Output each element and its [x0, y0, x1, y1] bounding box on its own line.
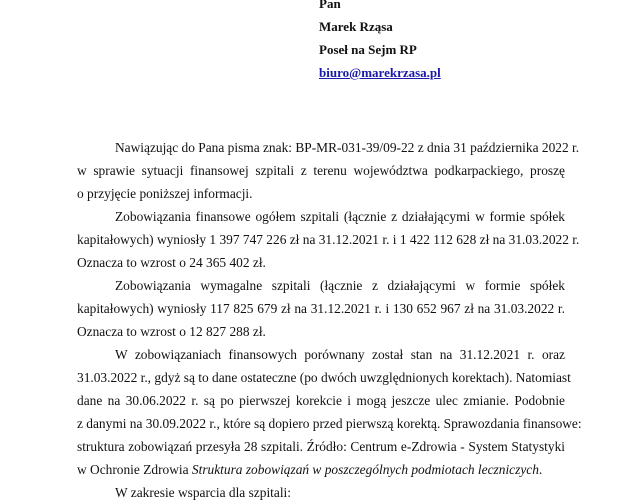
body-line-source: [77, 462, 565, 478]
body-line: Oznacza to wzrost o 24 365 402 zł.: [77, 255, 266, 270]
body-line: kapitałowych) wyniosły 117 825 679 zł na 31.12.2021 r. i 130 652 967 zł na 31.03.2022 r.: [77, 301, 565, 316]
source-period: .: [538, 462, 543, 477]
addressee-title: Poseł na Sejm RP: [319, 42, 417, 57]
body-line: W zakresie wsparcia dla szpitali:: [115, 485, 291, 500]
body-line: w sprawie sytuacji finansowej szpitali z terenu województwa podkarpackiego, proszę: [77, 163, 565, 178]
body-line: o przyjęcie poniższej informacji.: [77, 186, 253, 201]
body-line: dane na 30.06.2022 r. są po pierwszej korekcie i mogą jeszcze ulec zmianie. Podobnie: [77, 393, 565, 408]
source-title: Struktura zobowiązań w poszczególnych podmiotach leczniczych: [191, 462, 539, 477]
body-line: W zobowiązaniach finansowych porównany został stan na 31.12.2021 r. oraz: [115, 347, 565, 362]
body-line: 31.03.2022 r., gdyż są to dane ostateczne (po dwóch uwzględnionych korektach). Natomiast: [77, 370, 571, 385]
addressee-salutation: Pan: [319, 0, 341, 11]
body-line: Oznacza to wzrost o 12 827 288 zł.: [77, 324, 266, 339]
body-line: kapitałowych) wyniosły 1 397 747 226 zł na 31.12.2021 r. i 1 422 112 628 zł na 31.03.2022 r.: [77, 232, 580, 247]
body-line: Zobowiązania wymagalne szpitali (łącznie z działającymi w formie spółek: [115, 278, 565, 293]
body-line: Nawiązując do Pana pisma znak: BP-MR-031-39/09-22 z dnia 31 października 2022 r.: [115, 140, 580, 155]
source-prefix: w Ochronie Zdrowia: [77, 462, 192, 477]
addressee-email-link[interactable]: biuro@marekrzasa.pl: [319, 65, 441, 80]
body-line: z danymi na 30.09.2022 r., które są dopiero przed pierwszą korektą. Sprawozdania finansowe:: [77, 416, 582, 431]
body-line: Zobowiązania finansowe ogółem szpitali (łącznie z działającymi w formie spółek: [115, 209, 565, 224]
addressee-name: Marek Rząsa: [319, 19, 393, 34]
body-line: struktura zobowiązań przesyła 28 szpitali. Źródło: Centrum e-Zdrowia - System Statystyki: [77, 439, 565, 454]
